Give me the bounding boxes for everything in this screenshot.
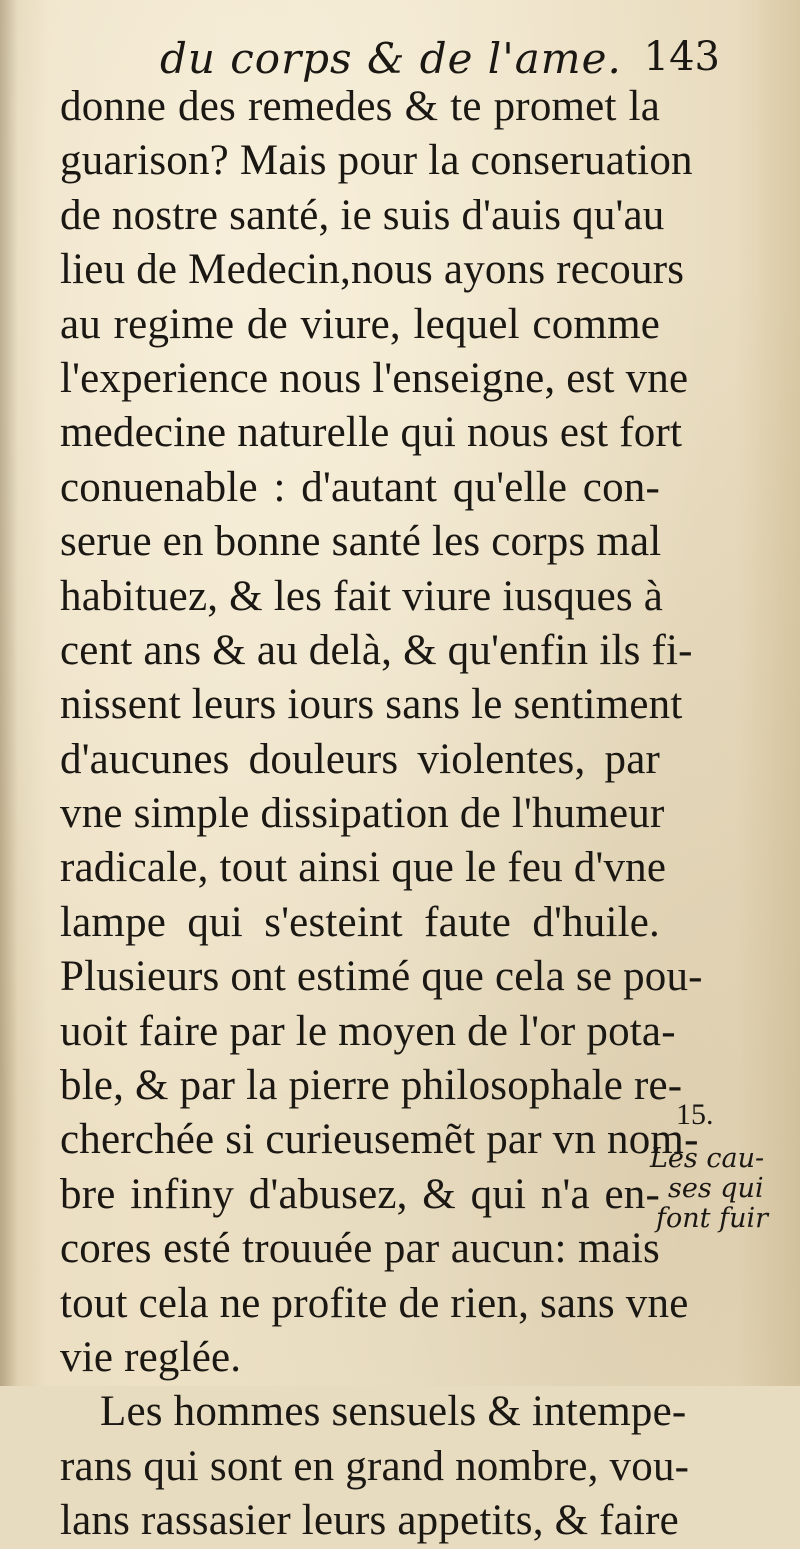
- text-line: medecine naturelle qui nous est fort: [60, 409, 683, 457]
- section-number: 15.: [676, 1098, 714, 1131]
- text-line: lampe qui s'esteint faute d'huile.: [60, 898, 660, 946]
- text-line: guarison? Mais pour la conseruation: [60, 137, 693, 185]
- text-line: bre infiny d'abusez, & qui n'a en-: [60, 1170, 660, 1218]
- text-line: habituez, & les fait viure iusques à: [60, 572, 664, 620]
- text-line: cores esté trouuée par aucun: mais: [60, 1225, 660, 1273]
- text-line: au regime de viure, lequel comme: [60, 300, 660, 348]
- text-line: tout cela ne profite de rien, sans vne: [60, 1279, 689, 1327]
- text-line: cent ans & au delà, & qu'enfin ils fi-: [60, 626, 693, 674]
- paragraph-start-line: Les hommes sensuels & intempe-: [100, 1388, 687, 1436]
- margin-note: [650, 1144, 790, 1234]
- text-line: vne simple dissipation de l'humeur: [60, 790, 665, 838]
- text-line: l'experience nous l'enseigne, est vne: [60, 354, 689, 402]
- text-line: Plusieurs ont estimé que cela se pou-: [60, 953, 703, 1001]
- text-line: uoit faire par le moyen de l'or pota-: [60, 1007, 676, 1055]
- text-line: d'aucunes douleurs violentes, par: [60, 735, 660, 783]
- text-line: donne des remedes & te promet la: [60, 83, 660, 130]
- gutter-shadow: [0, 0, 18, 1386]
- text-line: nissent leurs iours sans le sentiment: [60, 681, 683, 729]
- text-line: radicale, tout ainsi que le feu d'vne: [60, 844, 667, 892]
- text-line: rans qui sont en grand nombre, vou-: [60, 1442, 690, 1490]
- text-line: ble, & par la pierre philosophale re-: [60, 1062, 683, 1110]
- running-title: du corps & de l'ame.: [160, 34, 622, 83]
- text-line: serue en bonne santé les corps mal: [60, 518, 662, 566]
- margin-note-line: ses qui: [668, 1173, 764, 1204]
- text-line: lieu de Medecin,nous ayons recours: [60, 246, 685, 294]
- text-line: cherchée si curieusemẽt par vn nom-: [60, 1116, 699, 1164]
- margin-note-line: font fuir: [656, 1203, 768, 1234]
- text-line: de nostre santé, ie suis d'auis qu'au: [60, 191, 665, 239]
- text-line: conuenable : d'autant qu'elle con-: [60, 463, 660, 511]
- page-number: 143: [643, 34, 720, 80]
- text-line: lans rassasier leurs appetits, & faire: [60, 1497, 679, 1545]
- margin-note-line: Les cau-: [650, 1143, 765, 1174]
- text-line: vie reglée.: [60, 1333, 242, 1381]
